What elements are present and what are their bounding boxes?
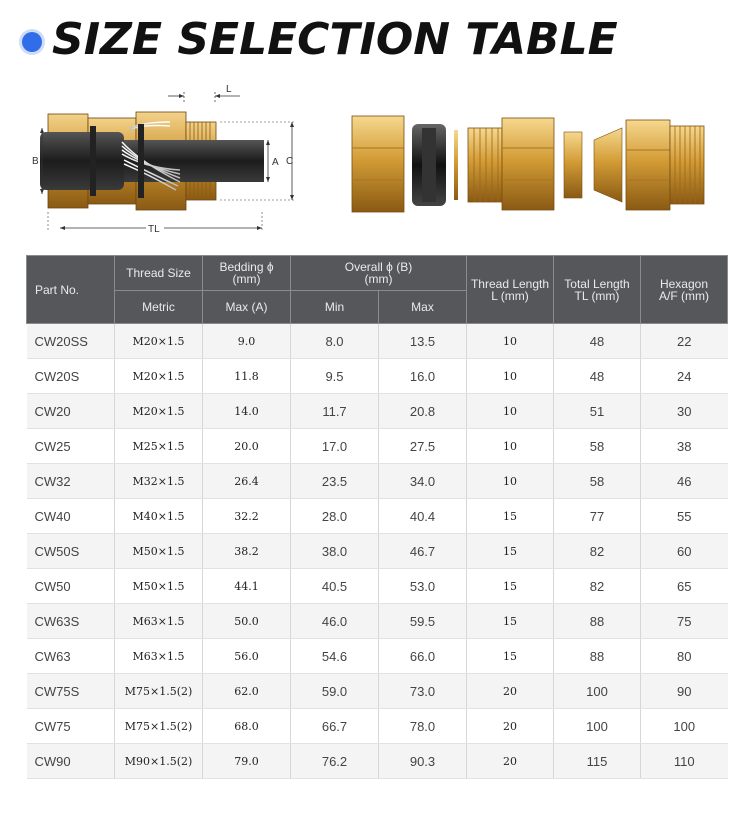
header-overall-max: Max <box>379 291 467 324</box>
cell-hexagon: 65 <box>641 569 728 604</box>
title-bar <box>22 12 742 72</box>
cell-hexagon: 30 <box>641 394 728 429</box>
dim-label-c: C <box>286 156 294 167</box>
cell-overall-max: 59.5 <box>379 604 467 639</box>
cell-metric: M90×1.5(2) <box>115 744 203 779</box>
table-row <box>27 324 728 359</box>
cell-overall-min: 38.0 <box>291 534 379 569</box>
cell-total-length: 77 <box>554 499 641 534</box>
cell-total-length: 48 <box>554 324 641 359</box>
cell-bedding-max: 38.2 <box>203 534 291 569</box>
size-selection-table <box>26 255 728 779</box>
cell-thread-length: 15 <box>467 499 554 534</box>
table-row <box>27 464 728 499</box>
cell-bedding-max: 62.0 <box>203 674 291 709</box>
cell-part-no: CW25 <box>27 429 115 464</box>
cell-overall-min: 59.0 <box>291 674 379 709</box>
cell-total-length: 58 <box>554 464 641 499</box>
table-row <box>27 569 728 604</box>
title-bullet-icon <box>22 32 42 52</box>
header-overall: Overall ϕ (B) (mm) <box>291 256 467 291</box>
cell-metric: M20×1.5 <box>115 359 203 394</box>
cell-overall-min: 8.0 <box>291 324 379 359</box>
dim-label-tl: TL <box>148 224 160 235</box>
cell-total-length: 82 <box>554 534 641 569</box>
table-row <box>27 639 728 674</box>
cell-overall-max: 78.0 <box>379 709 467 744</box>
cell-overall-max: 13.5 <box>379 324 467 359</box>
table-row <box>27 359 728 394</box>
cell-total-length: 88 <box>554 604 641 639</box>
cell-hexagon: 60 <box>641 534 728 569</box>
cell-part-no: CW90 <box>27 744 115 779</box>
cell-overall-max: 27.5 <box>379 429 467 464</box>
cell-bedding-max: 68.0 <box>203 709 291 744</box>
cell-part-no: CW63 <box>27 639 115 674</box>
page-title: SIZE SELECTION TABLE <box>52 14 618 65</box>
cell-hexagon: 75 <box>641 604 728 639</box>
cell-hexagon: 38 <box>641 429 728 464</box>
cell-hexagon: 90 <box>641 674 728 709</box>
cell-thread-length: 10 <box>467 324 554 359</box>
table-row <box>27 534 728 569</box>
cell-part-no: CW75S <box>27 674 115 709</box>
cell-metric: M50×1.5 <box>115 569 203 604</box>
cell-bedding-max: 11.8 <box>203 359 291 394</box>
cell-thread-length: 15 <box>467 534 554 569</box>
cell-part-no: CW20SS <box>27 324 115 359</box>
cell-hexagon: 22 <box>641 324 728 359</box>
cell-metric: M32×1.5 <box>115 464 203 499</box>
cell-overall-max: 20.8 <box>379 394 467 429</box>
cell-overall-min: 40.5 <box>291 569 379 604</box>
cell-part-no: CW63S <box>27 604 115 639</box>
cell-part-no: CW20 <box>27 394 115 429</box>
cell-hexagon: 55 <box>641 499 728 534</box>
table-row <box>27 744 728 779</box>
dim-label-a: A <box>272 157 279 168</box>
cell-overall-max: 73.0 <box>379 674 467 709</box>
header-thread-length: Thread Length L (mm) <box>467 256 554 324</box>
cell-thread-length: 15 <box>467 604 554 639</box>
cell-overall-max: 16.0 <box>379 359 467 394</box>
cell-metric: M20×1.5 <box>115 394 203 429</box>
cell-metric: M40×1.5 <box>115 499 203 534</box>
dim-label-b: B <box>32 156 39 167</box>
cell-hexagon: 100 <box>641 709 728 744</box>
cell-thread-length: 20 <box>467 709 554 744</box>
table-row <box>27 429 728 464</box>
cell-total-length: 82 <box>554 569 641 604</box>
cell-metric: M20×1.5 <box>115 324 203 359</box>
header-bedding-max: Max (A) <box>203 291 291 324</box>
cell-overall-min: 23.5 <box>291 464 379 499</box>
cell-total-length: 58 <box>554 429 641 464</box>
cell-hexagon: 46 <box>641 464 728 499</box>
cell-thread-length: 10 <box>467 464 554 499</box>
cell-thread-length: 10 <box>467 394 554 429</box>
table-body <box>27 324 728 779</box>
cell-metric: M75×1.5(2) <box>115 709 203 744</box>
cell-metric: M75×1.5(2) <box>115 674 203 709</box>
dim-label-l: L <box>226 84 232 95</box>
cell-overall-min: 11.7 <box>291 394 379 429</box>
cap-nut <box>352 116 404 212</box>
cell-bedding-max: 20.0 <box>203 429 291 464</box>
header-overall-min: Min <box>291 291 379 324</box>
cell-thread-length: 20 <box>467 674 554 709</box>
header-hexagon: Hexagon A/F (mm) <box>641 256 728 324</box>
cell-total-length: 115 <box>554 744 641 779</box>
cell-overall-max: 90.3 <box>379 744 467 779</box>
header-metric: Metric <box>115 291 203 324</box>
header-total-length: Total Length TL (mm) <box>554 256 641 324</box>
cell-metric: M25×1.5 <box>115 429 203 464</box>
cell-bedding-max: 50.0 <box>203 604 291 639</box>
cell-thread-length: 15 <box>467 639 554 674</box>
cell-bedding-max: 26.4 <box>203 464 291 499</box>
cell-thread-length: 15 <box>467 569 554 604</box>
cell-overall-max: 46.7 <box>379 534 467 569</box>
cell-hexagon: 24 <box>641 359 728 394</box>
cell-overall-max: 34.0 <box>379 464 467 499</box>
cell-bedding-max: 79.0 <box>203 744 291 779</box>
cell-overall-min: 9.5 <box>291 359 379 394</box>
table-row <box>27 674 728 709</box>
cell-bedding-max: 9.0 <box>203 324 291 359</box>
cell-hexagon: 80 <box>641 639 728 674</box>
table-row <box>27 604 728 639</box>
cell-bedding-max: 44.1 <box>203 569 291 604</box>
gland-cross-section-diagram <box>30 82 310 242</box>
cell-overall-max: 66.0 <box>379 639 467 674</box>
cell-thread-length: 10 <box>467 359 554 394</box>
cell-total-length: 100 <box>554 709 641 744</box>
header-bedding: Bedding ϕ (mm) <box>203 256 291 291</box>
cell-total-length: 88 <box>554 639 641 674</box>
cell-overall-min: 76.2 <box>291 744 379 779</box>
table-row <box>27 394 728 429</box>
cell-total-length: 48 <box>554 359 641 394</box>
cell-bedding-max: 32.2 <box>203 499 291 534</box>
cell-thread-length: 20 <box>467 744 554 779</box>
cell-overall-min: 46.0 <box>291 604 379 639</box>
cell-thread-length: 10 <box>467 429 554 464</box>
cell-overall-min: 17.0 <box>291 429 379 464</box>
cell-bedding-max: 14.0 <box>203 394 291 429</box>
cell-hexagon: 110 <box>641 744 728 779</box>
cell-metric: M50×1.5 <box>115 534 203 569</box>
cell-total-length: 51 <box>554 394 641 429</box>
cell-part-no: CW32 <box>27 464 115 499</box>
cell-overall-max: 40.4 <box>379 499 467 534</box>
cell-overall-max: 53.0 <box>379 569 467 604</box>
cell-total-length: 100 <box>554 674 641 709</box>
cell-overall-min: 54.6 <box>291 639 379 674</box>
cell-metric: M63×1.5 <box>115 639 203 674</box>
cell-part-no: CW50 <box>27 569 115 604</box>
cell-bedding-max: 56.0 <box>203 639 291 674</box>
cell-overall-min: 28.0 <box>291 499 379 534</box>
header-thread-size: Thread Size <box>115 256 203 291</box>
cell-metric: M63×1.5 <box>115 604 203 639</box>
gland-components-exploded-view <box>350 110 740 220</box>
cell-part-no: CW40 <box>27 499 115 534</box>
cell-overall-min: 66.7 <box>291 709 379 744</box>
cell-part-no: CW50S <box>27 534 115 569</box>
cell-part-no: CW20S <box>27 359 115 394</box>
header-part-no: Part No. <box>27 256 115 324</box>
table-row <box>27 709 728 744</box>
cell-part-no: CW75 <box>27 709 115 744</box>
table-row <box>27 499 728 534</box>
